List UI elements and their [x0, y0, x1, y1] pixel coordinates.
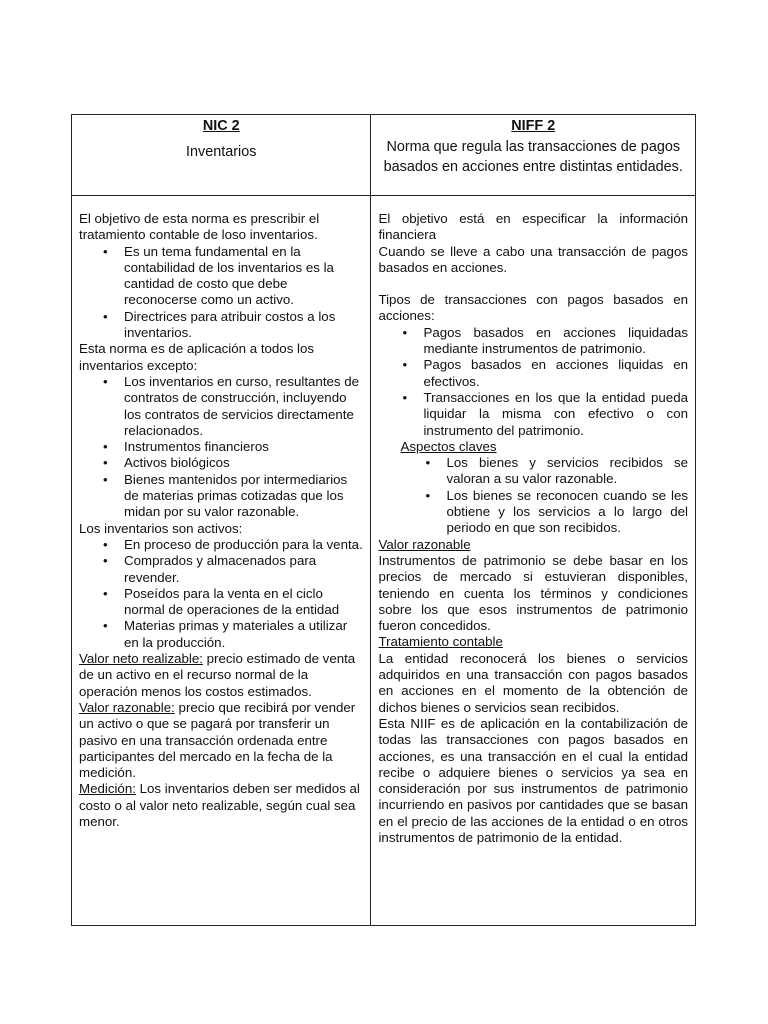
list-item: • Es un tema fundamental en la contabilidad de los inventarios es la cantidad de costo que debe reconocerse como un activo.: [79, 244, 363, 309]
list-item: • Los inventarios en curso, resultantes de contratos de construcción, incluyendo los contratos de servicios directamente relacionados.: [79, 374, 363, 439]
list-item: • Transacciones en los que la entidad pueda liquidar la misma con efectivo o con instrumento del patrimonio.: [378, 390, 688, 439]
key-aspects-heading: [378, 439, 688, 455]
right-body-cell: [371, 196, 696, 926]
spacer: [378, 276, 688, 292]
left-body-cell: [72, 196, 371, 926]
measure-text: Los inventarios deben ser medidos al costo o al valor neto realizable, según cual sea menor.: [79, 781, 360, 829]
fv-text: precio que recibirá por vender un activo o que se pagará por transferir un pasivo en una transacción ordenada entre participantes del mercado en la fecha de la medición.: [79, 699, 356, 781]
niff2-objective: El objetivo está en especificar la información financiera: [378, 211, 688, 243]
right-header-title: NIFF 2: [511, 118, 556, 134]
niff2-types-list: [378, 325, 688, 439]
left-header-subtitle: Inventarios: [186, 144, 257, 160]
comparison-table: [71, 114, 696, 926]
niff2-fv-heading: [378, 537, 688, 553]
list-item: • Los bienes y servicios recibidos se valoran a su valor razonable.: [378, 455, 688, 488]
list-item: • Pagos basados en acciones liquidas en efectivos.: [378, 357, 688, 390]
fv-heading-label: Valor razonable: [378, 536, 471, 552]
list-item: • Bienes mantenidos por intermediarios de materias primas cotizadas que los midan por su valor razonable.: [79, 472, 363, 521]
nic2-measurement: [79, 781, 363, 830]
nic2-scope: Esta norma es de aplicación a todos los inventarios excepto:: [79, 341, 315, 373]
left-header-cell: [72, 115, 371, 196]
list-item: • Poseídos para la venta en el ciclo normal de operaciones de la entidad: [79, 586, 363, 619]
list-item: • Activos biológicos: [79, 455, 363, 471]
list-item: • Directrices para atribuir costos a los inventarios.: [79, 309, 363, 342]
nic2-scope-list: [79, 374, 363, 521]
niff2-types: Tipos de transacciones con pagos basados en acciones:: [378, 292, 688, 324]
list-item: • En proceso de producción para la venta.: [79, 537, 363, 553]
nic2-fv-definition: [79, 700, 363, 781]
fv-label: Valor razonable:: [79, 699, 175, 715]
right-header-cell: [371, 115, 696, 196]
niff2-treatment-text: La entidad reconocerá los bienes o servicios adquiridos en una transacción con pagos basados en acciones en el momento de la obtención de dichos bienes o servicios sean recibidos.: [378, 650, 688, 715]
list-item: • Materias primas y materiales a utilizar en la producción.: [79, 618, 363, 651]
key-aspects-label: Aspectos claves: [400, 438, 497, 454]
nic2-assets-list: [79, 537, 363, 651]
niff2-treatment-heading: [378, 634, 688, 650]
nic2-nrv-definition: [79, 651, 363, 700]
nic2-intro-list: [79, 244, 363, 342]
body-row: [72, 196, 696, 926]
nic2-assets: Los inventarios son activos:: [79, 520, 243, 536]
niff2-fv-text: Instrumentos de patrimonio se debe basar en los precios de mercado si estuvieran disponibles, teniendo en cuenta los términos y condiciones sobre los que esos instrumentos de patrimonio fueron concedidos.: [378, 552, 688, 634]
nrv-text: precio estimado de venta de un activo en el recurso normal de la operación menos los costos estimados.: [79, 651, 356, 699]
treatment-label: Tratamiento contable: [378, 634, 503, 650]
list-item: • Instrumentos financieros: [79, 439, 363, 455]
nic2-intro: El objetivo de esta norma es prescribir el tratamiento contable de loso inventarios.: [79, 211, 320, 243]
left-header-title: NIC 2: [202, 118, 240, 134]
header-row: [72, 115, 696, 196]
key-aspects-list: [378, 455, 688, 536]
measure-label: Medición:: [79, 781, 136, 797]
right-header-subtitle: Norma que regula las transacciones de pagos basados en acciones entre distintas entidades.: [383, 139, 683, 175]
niff2-scope-text: Esta NIIF es de aplicación en la contabilización de todas las transacciones con pagos basados en acciones, es una transacción en el cual la entidad recibe o adquiere bienes o servicios ya sea en consideración por sus instrumentos de patrimonio incurriendo en pasivos por cantidades que se basan en el precio de las acciones de la entidad o en otros instrumentos de patrimonio de la entidad.: [378, 715, 688, 845]
niff2-objective-cont: Cuando se lleve a cabo una transacción de pagos basados en acciones.: [378, 243, 688, 275]
list-item: • Pagos basados en acciones liquidadas mediante instrumentos de patrimonio.: [378, 325, 688, 358]
list-item: • Los bienes se reconocen cuando se les obtiene y los servicios a lo largo del periodo en que son recibidos.: [378, 488, 688, 537]
list-item: • Comprados y almacenados para revender.: [79, 553, 363, 586]
nrv-label: Valor neto realizable:: [79, 651, 203, 667]
